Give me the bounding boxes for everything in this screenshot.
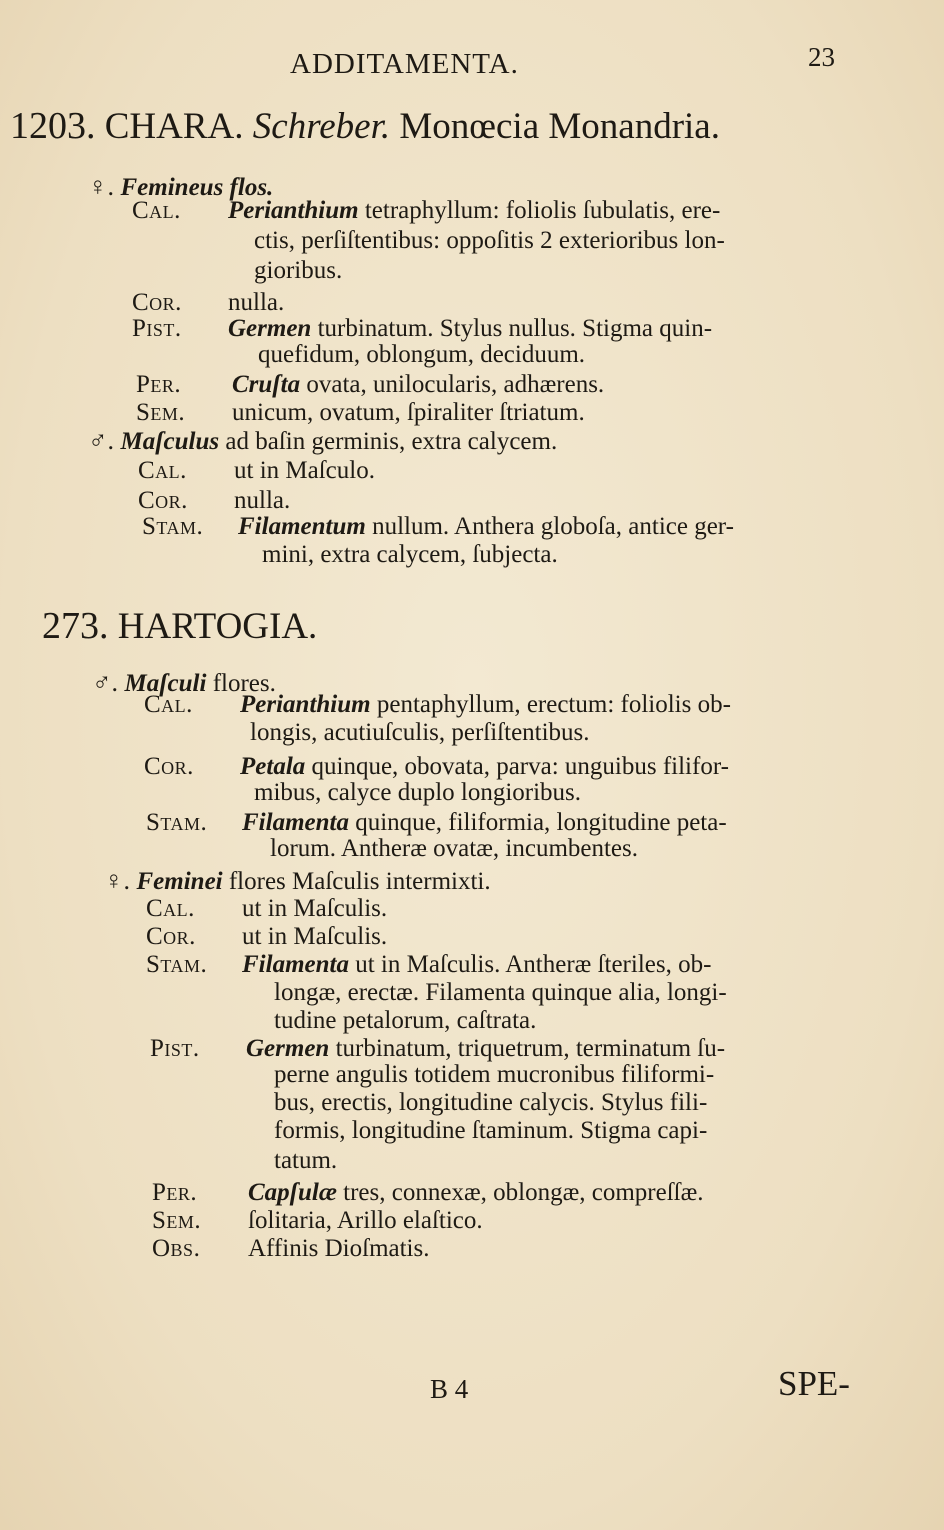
- description-text: mibus, calyce duplo longioribus.: [254, 779, 582, 806]
- description-text: Affinis Dioſmatis.: [248, 1235, 430, 1262]
- text-line: [274, 1006, 536, 1036]
- description-text: unicum, ovatum, ſpiraliter ſtriatum.: [232, 399, 585, 426]
- description-text: tetraphyllum: foliolis ſubulatis, ere-: [358, 197, 721, 224]
- description-text: turbinatum. Stylus nullus. Stigma quin-: [311, 315, 713, 342]
- description-text: pentaphyllum, erectum: foliolis ob-: [370, 691, 731, 718]
- description-text: flores.: [206, 670, 276, 697]
- part-label: Cal.: [138, 457, 187, 484]
- description-text: perne angulis totidem mucronibus filiformi-: [274, 1061, 715, 1088]
- description-text: ctis, perſiſtentibus: oppoſitis 2 exterioribus lon-: [254, 227, 725, 254]
- text-line: [136, 398, 585, 428]
- text-line: [262, 540, 558, 570]
- text-line: [144, 690, 731, 720]
- term-italic: Perianthium: [240, 691, 371, 718]
- text-line: [270, 834, 638, 864]
- term-italic: Cruſta: [232, 371, 301, 398]
- part-label: Obs.: [152, 1235, 201, 1262]
- description-text: nulla.: [234, 487, 291, 514]
- signature-mark: B 4: [430, 1374, 469, 1404]
- part-label: Stam.: [146, 951, 208, 978]
- text-line: [136, 370, 604, 400]
- part-label: Sem.: [136, 399, 186, 426]
- part-label: Pist.: [150, 1035, 200, 1062]
- text-line: [146, 950, 711, 980]
- text-line: [142, 512, 734, 542]
- genus-number: 1203.: [10, 105, 96, 147]
- genus-author: Schreber.: [252, 106, 391, 147]
- part-label: Per.: [152, 1179, 198, 1206]
- text-line: [274, 1088, 707, 1118]
- page-number: 23: [808, 42, 835, 72]
- part-label: Stam.: [146, 809, 208, 836]
- text-line: [254, 226, 725, 256]
- running-head: ADDITAMENTA.: [290, 48, 519, 80]
- text-line: [104, 866, 491, 897]
- sex-symbol: ♂.: [88, 426, 121, 455]
- catchword: SPE-: [778, 1364, 850, 1403]
- text-line: [138, 456, 375, 486]
- description-text: tudine petalorum, caſtrata.: [274, 1007, 537, 1034]
- text-line: [274, 978, 727, 1008]
- text-line: [250, 718, 590, 748]
- description-text: ovata, unilocularis, adhærens.: [300, 371, 605, 398]
- part-label: Cal.: [144, 691, 193, 718]
- text-line: [132, 196, 720, 226]
- sex-symbol: ♀.: [88, 172, 121, 201]
- description-text: quinque, obovata, parva: unguibus filifor-: [305, 753, 729, 780]
- genus-heading-hartogia: [42, 604, 317, 648]
- term-italic: Perianthium: [228, 197, 359, 224]
- text-line: [274, 1060, 714, 1090]
- term-italic: Maſculus: [120, 428, 220, 455]
- text-line: [146, 894, 387, 924]
- text-line: [152, 1178, 704, 1208]
- text-line: [274, 1116, 707, 1146]
- part-label: Cor.: [138, 487, 188, 514]
- description-text: quinque, filiformia, longitudine peta-: [348, 809, 727, 836]
- term-italic: Femineus flos.: [120, 174, 274, 201]
- description-text: formis, longitudine ſtaminum. Stigma capi-: [274, 1117, 708, 1144]
- part-label: Sem.: [152, 1207, 202, 1234]
- description-text: ut in Maſculis.: [242, 895, 388, 922]
- term-italic: Feminei: [136, 868, 223, 895]
- description-text: gioribus.: [254, 257, 343, 284]
- description-text: nulla.: [228, 289, 285, 316]
- description-text: flores Maſculis intermixti.: [222, 868, 491, 895]
- term-italic: Filamenta: [242, 951, 349, 978]
- part-label: Cal.: [146, 895, 195, 922]
- description-text: longis, acutiuſculis, perſiſtentibus.: [250, 719, 590, 746]
- description-text: mini, extra calycem, ſubjecta.: [262, 541, 558, 568]
- description-text: ad baſin germinis, extra calycem.: [219, 428, 558, 455]
- genus-number: 273.: [42, 605, 109, 647]
- part-label: Stam.: [142, 513, 204, 540]
- term-italic: Maſculi: [124, 670, 207, 697]
- term-italic: Germen: [228, 315, 312, 342]
- description-text: tatum.: [274, 1147, 338, 1174]
- description-text: ut in Maſculis.: [242, 923, 388, 950]
- genus-name: CHARA.: [104, 106, 244, 147]
- sex-symbol: ♀.: [104, 866, 137, 895]
- text-line: [274, 1146, 337, 1176]
- description-text: longæ, erectæ. Filamenta quinque alia, longi-: [274, 979, 727, 1006]
- text-line: [258, 340, 585, 370]
- term-italic: Petala: [240, 753, 306, 780]
- part-label: Pist.: [132, 315, 182, 342]
- text-line: [152, 1206, 483, 1236]
- term-italic: Filamenta: [242, 809, 349, 836]
- text-line: [146, 922, 387, 952]
- text-line: [254, 778, 581, 808]
- description-text: ſolitaria, Arillo elaſtico.: [248, 1207, 483, 1234]
- part-label: Cor.: [144, 753, 194, 780]
- part-label: Cor.: [146, 923, 196, 950]
- part-label: Per.: [136, 371, 182, 398]
- term-italic: Capſulæ: [248, 1179, 337, 1206]
- part-label: Cal.: [132, 197, 181, 224]
- sex-symbol: ♂.: [92, 668, 125, 697]
- description-text: quefidum, oblongum, deciduum.: [258, 341, 586, 368]
- text-line: [152, 1234, 429, 1264]
- term-italic: Germen: [246, 1035, 330, 1062]
- description-text: ut in Maſculo.: [234, 457, 375, 484]
- genus-heading-chara: [10, 104, 720, 148]
- genus-name: HARTOGIA.: [117, 606, 318, 647]
- genus-class: Monœcia Monandria.: [399, 106, 720, 147]
- description-text: ut in Maſculis. Antheræ ſteriles, ob-: [348, 951, 712, 978]
- description-text: lorum. Antheræ ovatæ, incumbentes.: [270, 835, 639, 862]
- part-label: Cor.: [132, 289, 182, 316]
- description-text: tres, connexæ, oblongæ, compreſſæ.: [336, 1179, 704, 1206]
- description-text: nullum. Anthera globoſa, antice ger-: [365, 513, 734, 540]
- description-text: turbinatum, triquetrum, terminatum ſu-: [329, 1035, 726, 1062]
- text-line: [254, 256, 342, 286]
- term-italic: Filamentum: [238, 513, 366, 540]
- description-text: bus, erectis, longitudine calycis. Stylus fili-: [274, 1089, 708, 1116]
- text-line: [88, 426, 557, 457]
